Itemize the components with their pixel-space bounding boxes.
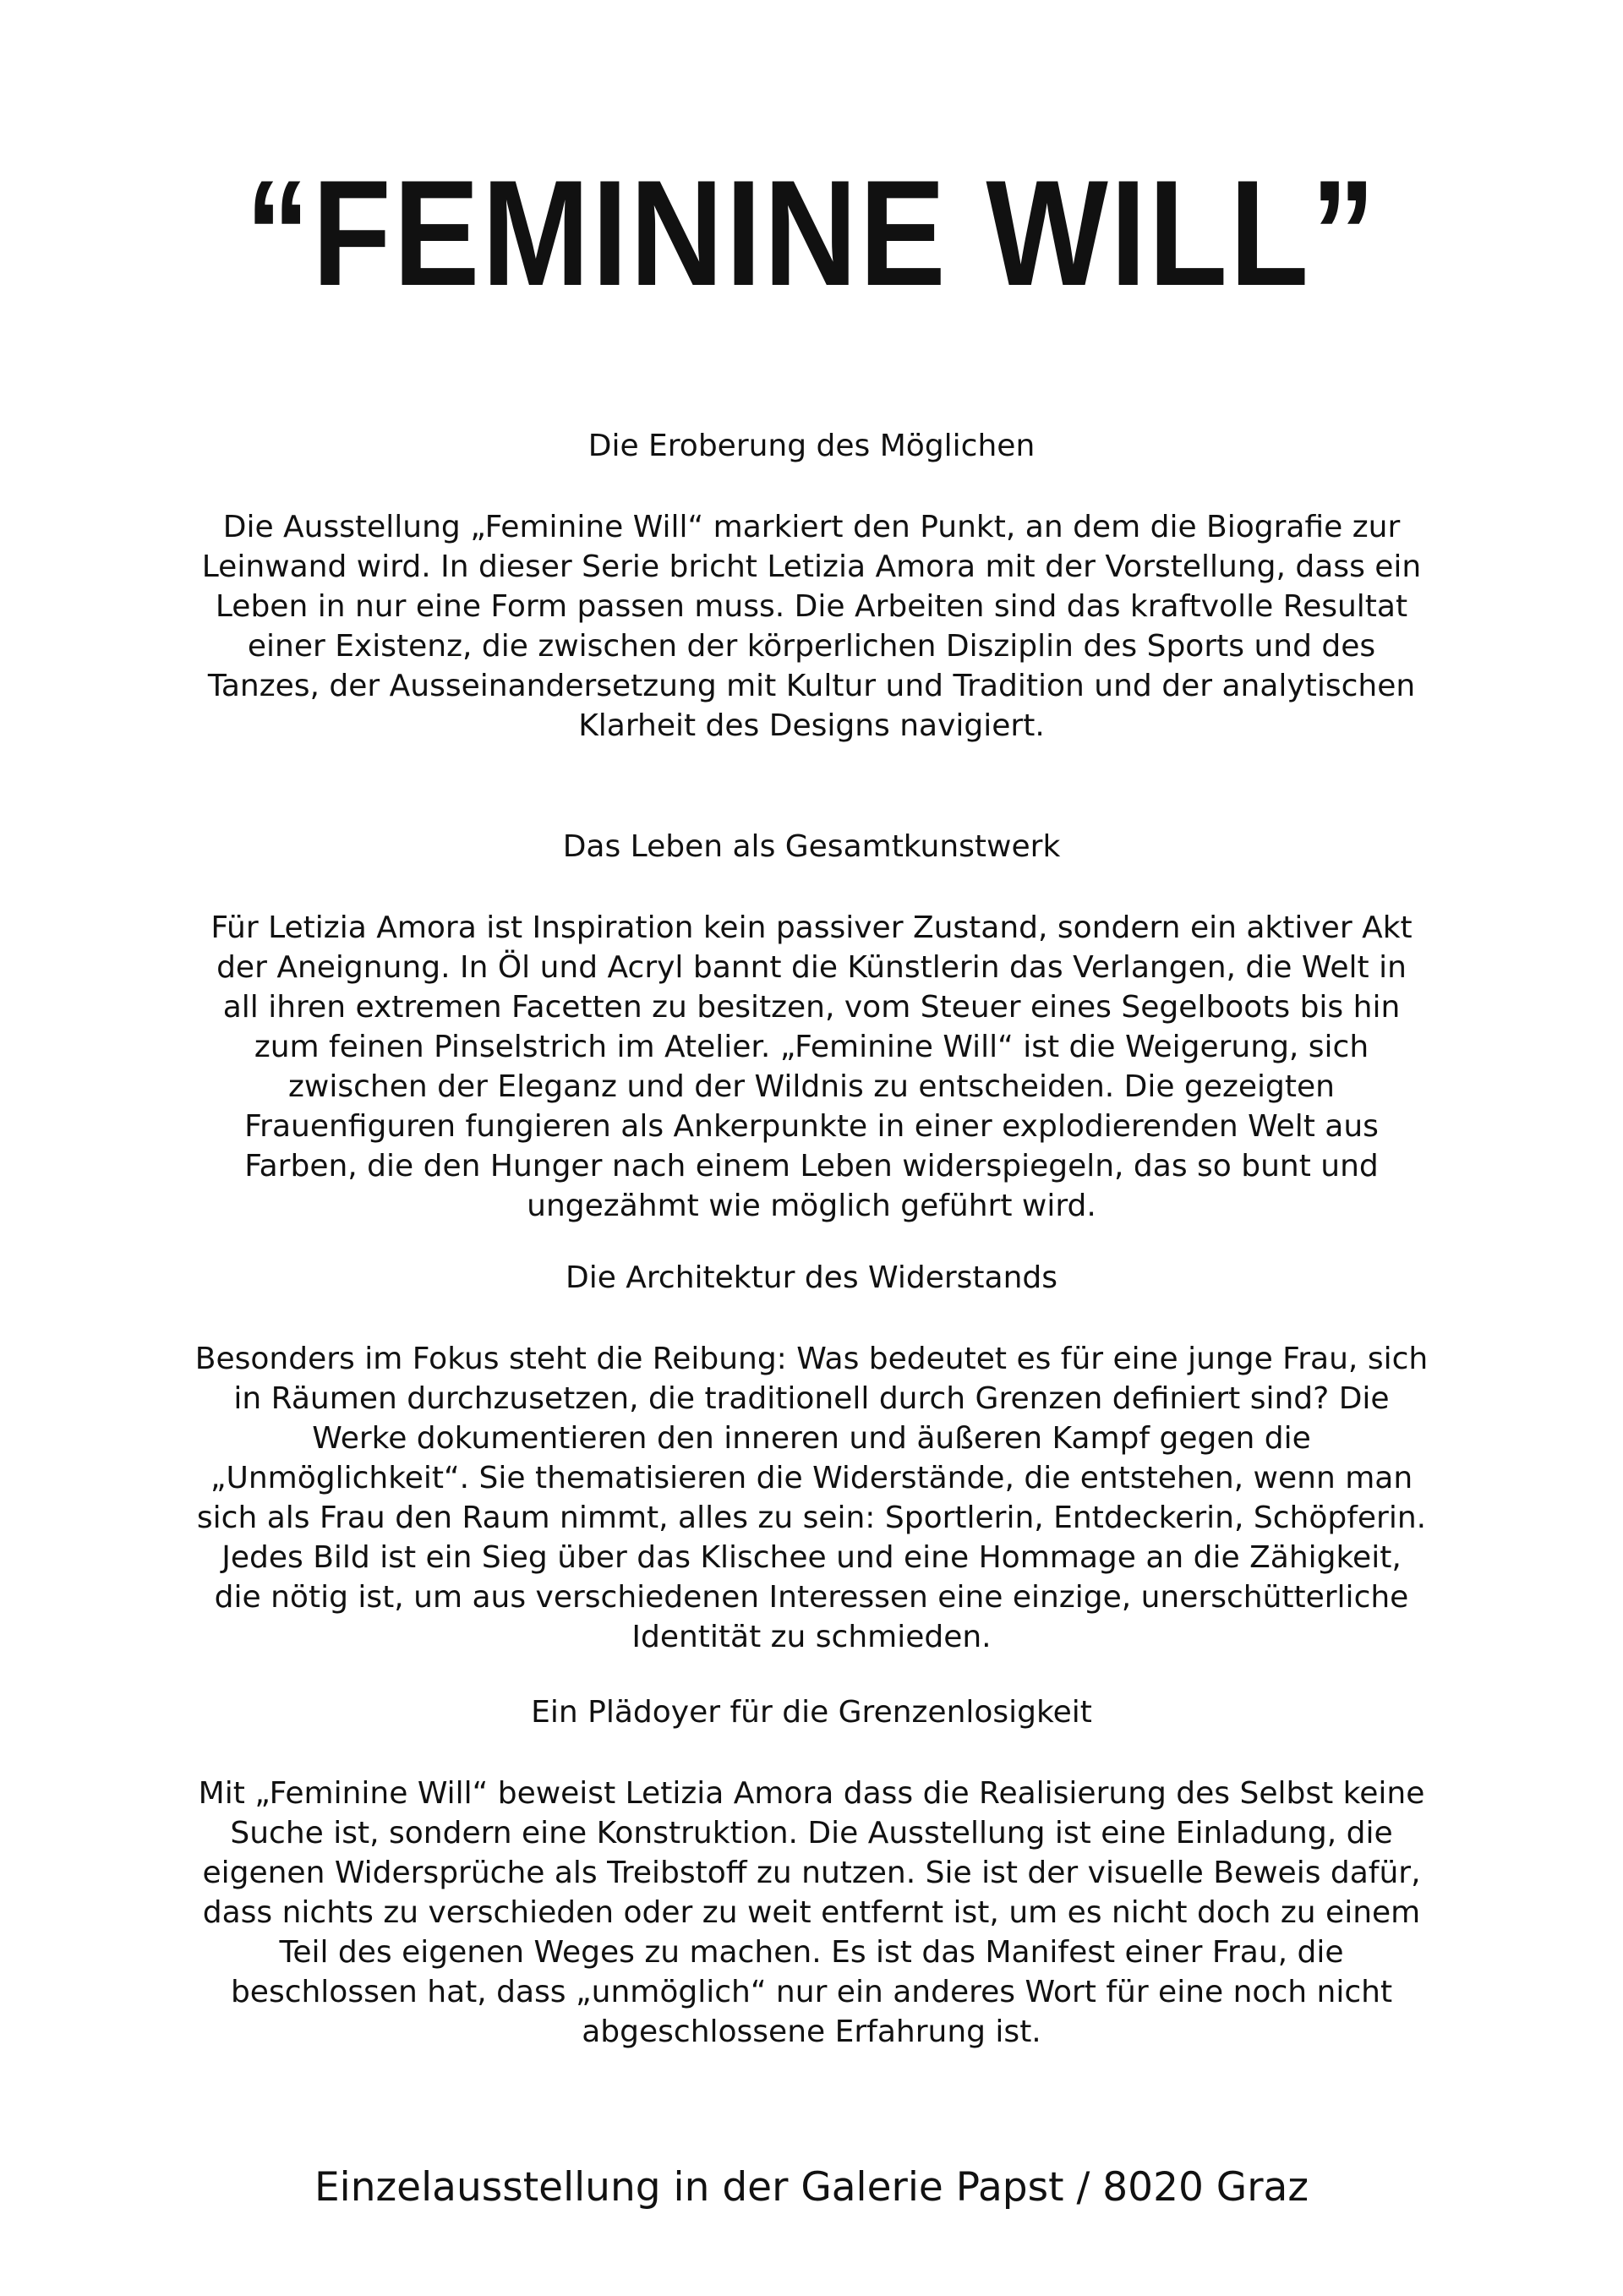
section-widerstand [194, 1258, 1429, 1657]
section-body: Die Ausstellung „Feminine Will“ markiert den Punkt, an dem die Biografie zur Leinwand wird. In dieser Serie bricht Letizia Amora mit der Vorstellung, dass ein Leben in nur eine Form passen muss. Die Arbeiten sind das kraftvolle Resultat einer Existenz, die zwischen der körperlichen Disziplin des Sports und des Tanzes, der Ausseinandersetzung mit Kultur und Tradition und der analytischen Klarheit des Designs navigiert. [201, 510, 1422, 743]
section-grenzenlosigkeit [194, 1692, 1429, 2052]
section-heading: Ein Plädoyer für die Grenzenlosigkeit [531, 1695, 1092, 1730]
page-title: “FEMININE WILL” [245, 149, 1378, 317]
section-heading: Die Eroberung des Möglichen [587, 429, 1036, 463]
section-body: Für Letizia Amora ist Inspiration kein passiver Zustand, sondern ein aktiver Akt der Aneignung. In Öl und Acryl bannt die Künstlerin das Verlangen, die Welt in all ihren extremen Facetten zu besitzen, vom Steuer eines Segelboots bis hin zum feinen Pinselstrich im Atelier. „Feminine Will“ ist die Weigerung, sich zwischen der Eleganz und der Wildnis zu entscheiden. Die gezeigten Frauenfiguren fungieren als Ankerpunkte in einer explodierenden Welt aus Farben, die den Hunger nach einem Leben widerspiegeln, das so bunt und ungezähmt wie möglich geführt wird. [210, 910, 1413, 1223]
section-body: Mit „Feminine Will“ beweist Letizia Amora dass die Realisierung des Selbst keine Suche ist, sondern eine Konstruktion. Die Ausstellung ist eine Einladung, die eigenen Widersprüche als Treibstoff zu nutzen. Sie ist der visuelle Beweis dafür, dass nichts zu verschieden oder zu weit entfernt ist, um es nicht doch zu einem Teil des eigenen Weges zu machen. Es ist das Manifest einer Frau, die beschlossen hat, dass „unmöglich“ nur ein anderes Wort für eine noch nicht abgeschlossene Erfahrung ist. [198, 1776, 1425, 2049]
section-gesamtkunstwerk [194, 827, 1429, 1226]
section-body: Besonders im Fokus steht die Reibung: Was bedeutet es für eine junge Frau, sich in Räumen durchzusetzen, die traditionell durch Grenzen definiert sind? Die Werke dokumentieren den inneren und äußeren Kampf gegen die „Unmöglichkeit“. Sie thematisieren die Widerstände, die entstehen, wenn man sich als Frau den Raum nimmt, alles zu sein: Sportlerin, Entdeckerin, Schöpferin. Jedes Bild ist ein Sieg über das Klischee und eine Hommage an die Zähigkeit, die nötig ist, um aus verschiedenen Interessen eine einzige, unerschütterliche Identität zu schmieden. [194, 1342, 1429, 1654]
section-eroberung [194, 426, 1429, 746]
exhibition-footer: Einzelausstellung in der Galerie Papst / 8020 Graz [314, 2164, 1309, 2211]
section-heading: Die Architektur des Widerstands [565, 1260, 1057, 1295]
section-heading: Das Leben als Gesamtkunstwerk [562, 829, 1061, 864]
